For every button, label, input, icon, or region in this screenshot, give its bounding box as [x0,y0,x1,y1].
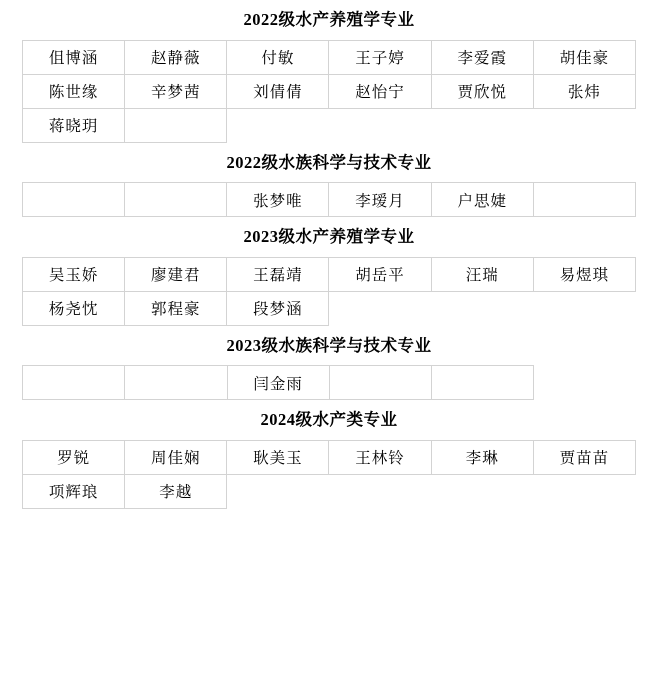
spacer-cell [533,291,635,325]
name-cell: 闫金雨 [227,366,329,400]
spacer-cell [227,108,329,142]
section-2023-aquaculture [22,217,636,326]
spacer-cell [431,474,533,508]
table-row [23,257,636,291]
name-cell: 胡佳豪 [533,40,635,74]
name-cell: 王子婷 [329,40,431,74]
names-table [22,40,636,143]
spacer-cell [533,474,635,508]
name-cell: 贾欣悦 [431,74,533,108]
name-cell: 李越 [125,474,227,508]
name-cell: 胡岳平 [329,257,431,291]
name-cell: 易煜琪 [533,257,635,291]
empty-cell [23,366,125,400]
spacer-cell [431,108,533,142]
section-2024-aquatic [22,400,636,509]
name-cell: 郭程豪 [125,291,227,325]
spacer-cell [329,108,431,142]
name-cell: 张炜 [533,74,635,108]
name-cell: 段梦涵 [227,291,329,325]
table-row [23,40,636,74]
table-row [23,440,636,474]
spacer-cell [227,474,329,508]
name-cell: 刘倩倩 [227,74,329,108]
spacer-cell [533,108,635,142]
section-2022-aquaculture [22,0,636,143]
name-cell: 户思婕 [431,183,533,217]
name-cell: 杨尧忱 [23,291,125,325]
section-2023-aquarium [22,326,636,401]
empty-cell [533,183,635,217]
name-cell: 李琳 [431,440,533,474]
table-row [23,74,636,108]
name-cell: 辛梦茜 [125,74,227,108]
names-table [22,257,636,326]
table-row [23,183,636,217]
name-cell: 吴玉娇 [23,257,125,291]
names-table [22,440,636,509]
name-cell: 罗锐 [23,440,125,474]
section-title: 2023级水族科学与技术专业 [226,335,432,355]
name-cell: 王林铃 [329,440,431,474]
empty-cell [329,366,431,400]
empty-cell [125,183,227,217]
section-2022-aquarium [22,143,636,218]
table-row [23,108,636,142]
name-cell: 蒋晓玥 [23,108,125,142]
spacer-cell [329,474,431,508]
name-cell: 张梦唯 [227,183,329,217]
empty-cell [125,108,227,142]
name-cell: 项辉琅 [23,474,125,508]
name-cell: 伹博涵 [23,40,125,74]
table-row [23,474,636,508]
section-title: 2022级水产养殖学专业 [243,10,415,29]
name-cell: 耿美玉 [227,440,329,474]
spacer-cell [534,366,636,400]
table-row [23,291,636,325]
empty-cell [125,366,227,400]
name-cell: 王磊靖 [227,257,329,291]
name-cell: 周佳娴 [125,440,227,474]
name-cell: 赵静薇 [125,40,227,74]
name-cell: 付敏 [227,40,329,74]
name-cell: 廖建君 [125,257,227,291]
name-cell: 李瑷月 [329,183,431,217]
names-table [22,365,636,400]
section-title: 2024级水产类专业 [260,410,398,429]
empty-cell [432,366,534,400]
section-title: 2022级水族科学与技术专业 [226,152,432,172]
name-cell: 陈世缘 [23,74,125,108]
empty-cell [23,183,125,217]
spacer-cell [431,291,533,325]
name-cell: 赵怡宁 [329,74,431,108]
name-cell: 贾苗苗 [533,440,635,474]
spacer-cell [329,291,431,325]
table-row [23,366,637,400]
names-table [22,182,636,217]
name-cell: 李爱霞 [431,40,533,74]
section-title: 2023级水产养殖学专业 [243,227,415,246]
name-cell: 汪瑞 [431,257,533,291]
